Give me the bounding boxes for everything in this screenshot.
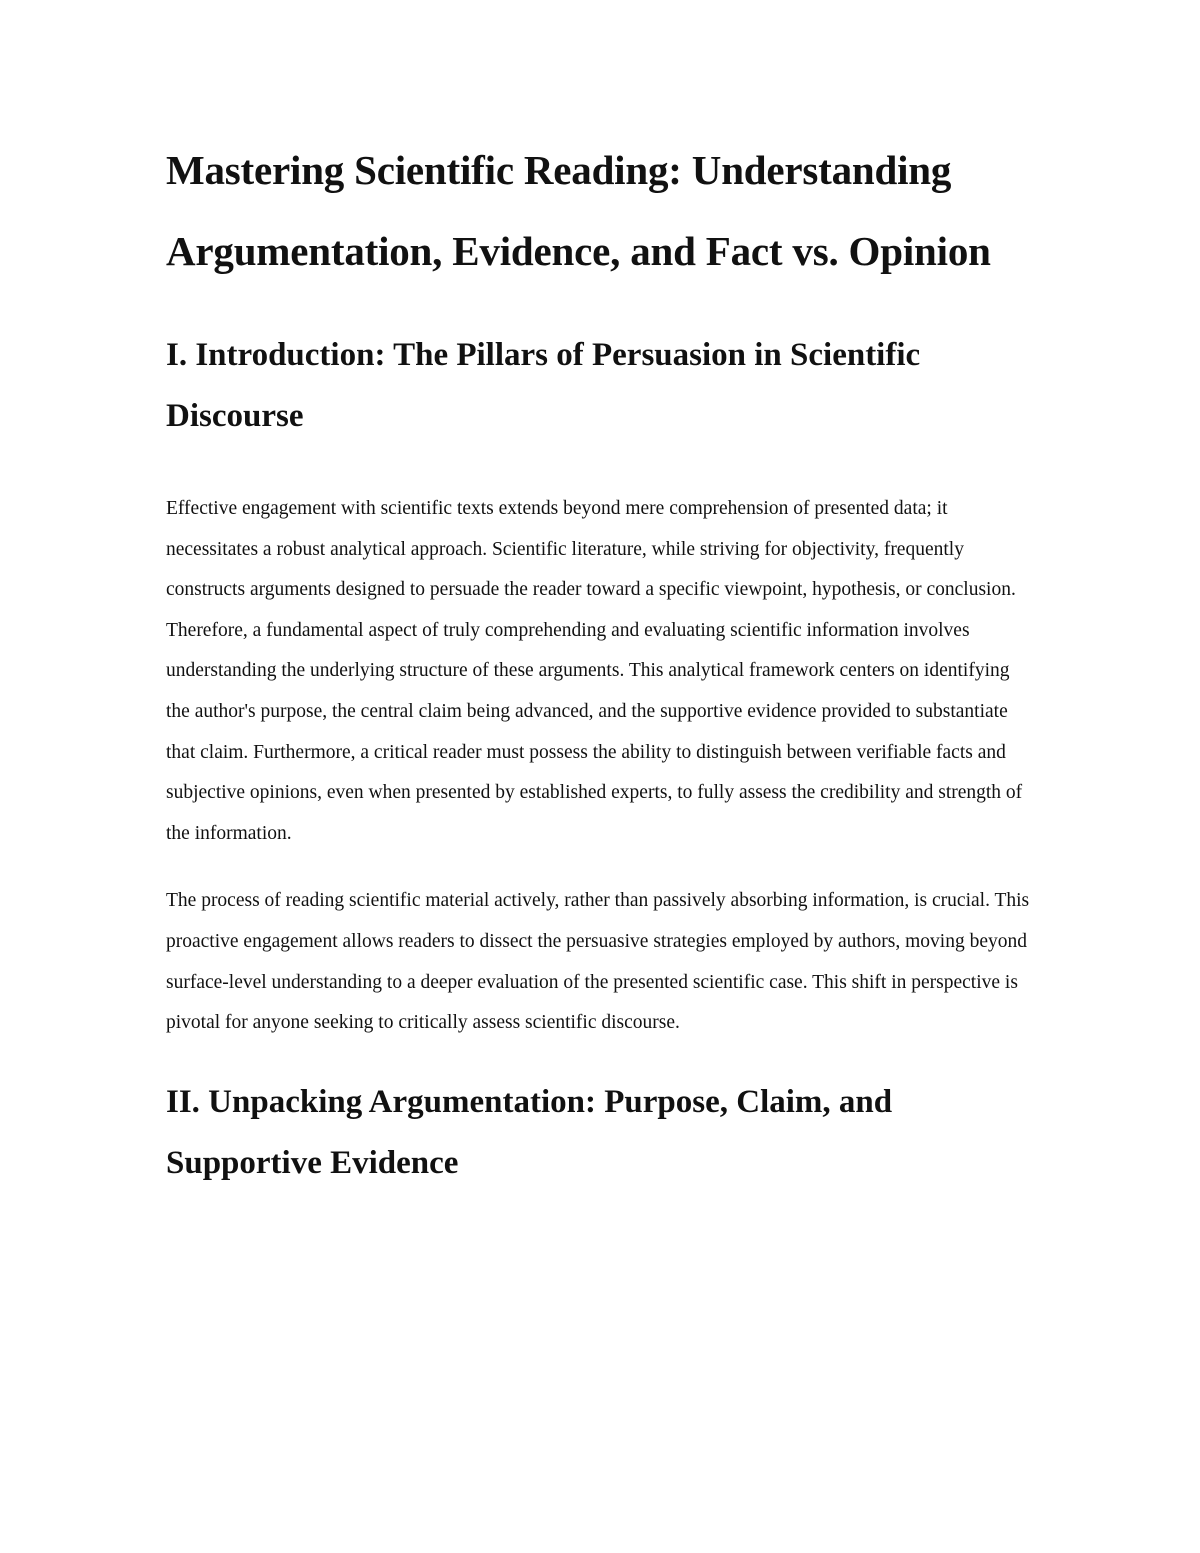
intro-paragraph-1: Effective engagement with scientific texts extends beyond mere comprehension of presented data; it necessitates a robust analytical approach. Scientific literature, while striving for objectivity, frequently constructs arguments designed to persuade the reader toward a specific viewpoint, hypothesis, or conclusion. Therefore, a fundamental aspect of truly comprehending and evaluating scientific information involves understanding the underlying structure of these arguments. This analytical framework centers on identifying the author's purpose, the central claim being advanced, and the supportive evidence provided to substantiate that claim. Furthermore, a critical reader must possess the ability to distinguish between verifiable facts and subjective opinions, even when presented by established experts, to fully assess the credibility and strength of the information. [166, 498, 1023, 844]
document-title: Mastering Scientific Reading: Understanding Argumentation, Evidence, and Fact vs. Opinion [166, 147, 991, 274]
section-heading-argumentation: II. Unpacking Argumentation: Purpose, Claim, and Supportive Evidence [166, 1083, 893, 1181]
intro-paragraph-2: The process of reading scientific material actively, rather than passively absorbing information, is crucial. This proactive engagement allows readers to dissect the persuasive strategies employed by authors, moving beyond surface-level understanding to a deeper evaluation of the presented scientific case. This shift in perspective is pivotal for anyone seeking to critically assess scientific discourse. [166, 890, 1030, 1034]
section-heading-introduction: I. Introduction: The Pillars of Persuasion in Scientific Discourse [166, 337, 921, 434]
document-page [166, 130, 1036, 1194]
